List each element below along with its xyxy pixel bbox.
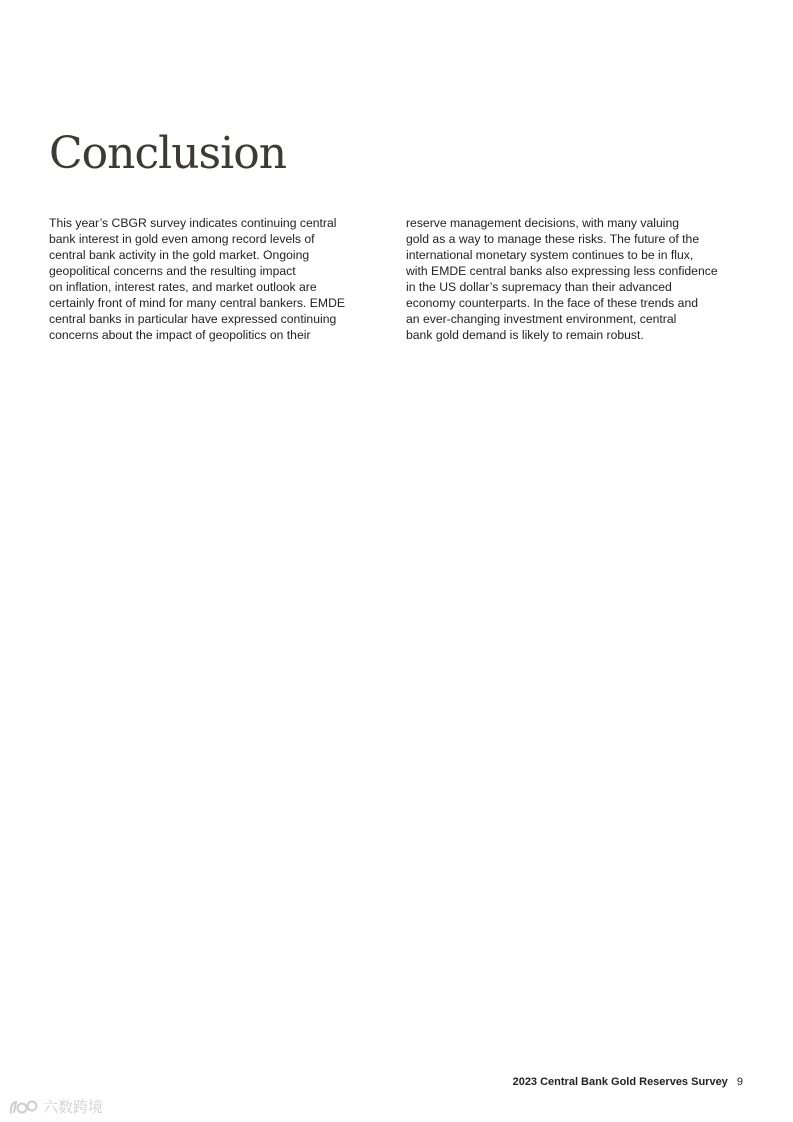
- body-line: an ever-changing investment environment, central: [406, 312, 677, 326]
- body-line: in the US dollar’s supremacy than their advanced: [406, 280, 672, 294]
- body-line: central bank activity in the gold market. Ongoing: [49, 248, 310, 262]
- body-line: This year’s CBGR survey indicates continuing central: [49, 216, 337, 230]
- body-line: gold as a way to manage these risks. The future of the: [406, 232, 700, 246]
- body-line: reserve management decisions, with many valuing: [406, 216, 679, 230]
- page-title: Conclusion: [49, 128, 287, 179]
- body-line: international monetary system continues to be in flux,: [406, 248, 694, 262]
- watermark: [8, 1096, 103, 1117]
- body-line: bank gold demand is likely to remain robust.: [406, 328, 644, 342]
- watermark-text: 六数跨境: [43, 1098, 104, 1116]
- body-line: bank interest in gold even among record levels of: [49, 232, 315, 246]
- body-line: economy counterparts. In the face of these trends and: [406, 296, 699, 310]
- body-line: certainly front of mind for many central bankers. EMDE: [49, 296, 345, 310]
- page-number: 9: [736, 1076, 743, 1088]
- body-line: with EMDE central banks also expressing less confidence: [406, 264, 718, 278]
- body-line: on inflation, interest rates, and market outlook are: [49, 280, 317, 294]
- watermark-logo-icon: [8, 1097, 40, 1117]
- footer-report-title: 2023 Central Bank Gold Reserves Survey: [512, 1076, 728, 1088]
- body-line: geopolitical concerns and the resulting impact: [49, 264, 296, 278]
- body-column-right: [406, 215, 749, 343]
- body-column-left: [49, 215, 379, 343]
- body-line: central banks in particular have expressed continuing: [49, 312, 337, 326]
- page-footer: [513, 1076, 743, 1088]
- body-line: concerns about the impact of geopolitics on their: [49, 328, 311, 342]
